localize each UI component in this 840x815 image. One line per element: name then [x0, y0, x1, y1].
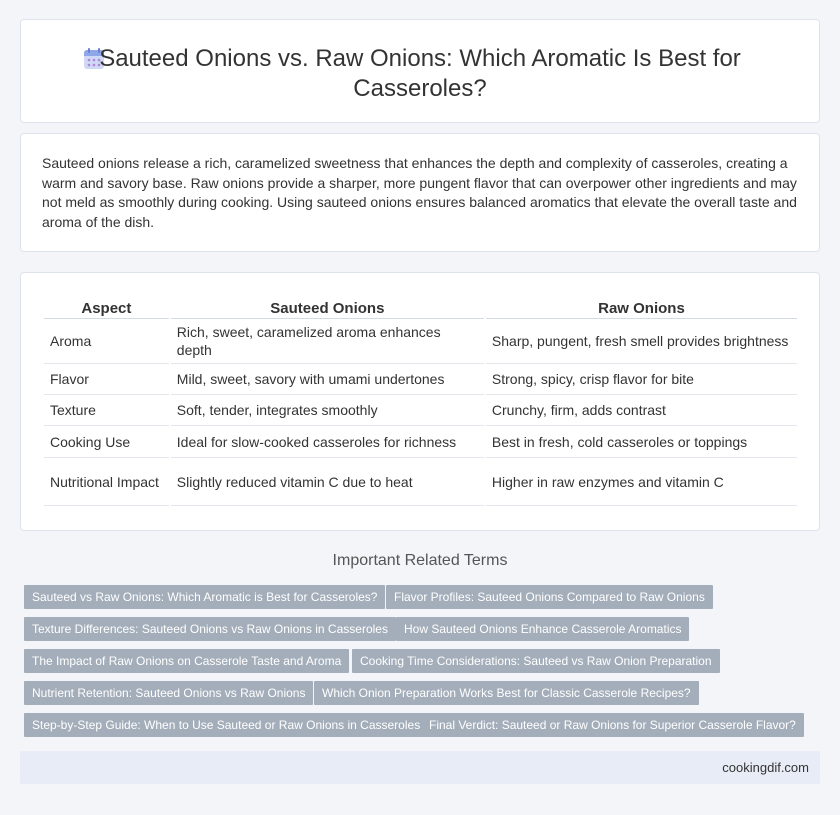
cell-raw: Strong, spicy, crisp flavor for bite [486, 364, 797, 395]
cell-sauteed: Rich, sweet, caramelized aroma enhances depth [171, 319, 484, 364]
header-sauteed: Sauteed Onions [171, 294, 484, 319]
related-tag[interactable]: Sauteed vs Raw Onions: Which Aromatic is Best for Casseroles? [24, 585, 385, 609]
related-tag[interactable]: Which Onion Preparation Works Best for Classic Casserole Recipes? [314, 681, 699, 705]
cell-aspect: Aroma [44, 319, 169, 364]
comparison-table [42, 294, 799, 506]
footer-site-link[interactable]: cookingdif.com [722, 760, 809, 775]
table-row [44, 319, 797, 364]
cell-aspect: Nutritional Impact [44, 458, 169, 506]
header-raw: Raw Onions [486, 294, 797, 319]
cell-aspect: Texture [44, 395, 169, 426]
table-row [44, 458, 797, 506]
table-row [44, 364, 797, 395]
related-tag[interactable]: Texture Differences: Sauteed Onions vs Raw Onions in Casseroles [24, 617, 396, 641]
related-terms-title: Important Related Terms [332, 552, 508, 569]
cell-sauteed: Slightly reduced vitamin C due to heat [171, 458, 484, 506]
cell-sauteed: Mild, sweet, savory with umami undertones [171, 364, 484, 395]
related-tag[interactable]: Nutrient Retention: Sauteed Onions vs Raw Onions [24, 681, 313, 705]
cell-sauteed: Soft, tender, integrates smoothly [171, 395, 484, 426]
cell-raw: Sharp, pungent, fresh smell provides brightness [486, 319, 797, 364]
intro-paragraph: Sauteed onions release a rich, caramelized sweetness that enhances the depth and complexity of casseroles, creating a warm and savory base. Raw onions provide a sharper, more pungent flavor that can overpower other ingredients and may not meld as smoothly during cooking. Using sauteed onions ensures balanced aromatics that elevate the overall taste and aroma of the dish. [42, 155, 797, 230]
related-tag[interactable]: Flavor Profiles: Sauteed Onions Compared to Raw Onions [386, 585, 713, 609]
table-row [44, 426, 797, 458]
related-tag[interactable]: Step-by-Step Guide: When to Use Sauteed or Raw Onions in Casseroles [24, 713, 428, 737]
header-card [20, 19, 820, 123]
cell-aspect: Flavor [44, 364, 169, 395]
related-tag[interactable]: The Impact of Raw Onions on Casserole Taste and Aroma [24, 649, 349, 673]
related-tag[interactable]: Cooking Time Considerations: Sauteed vs Raw Onion Preparation [352, 649, 720, 673]
cell-raw: Higher in raw enzymes and vitamin C [486, 458, 797, 506]
cell-aspect: Cooking Use [44, 426, 169, 458]
related-tag[interactable]: How Sauteed Onions Enhance Casserole Aromatics [396, 617, 689, 641]
table-header-row [44, 294, 797, 319]
page-title: Sauteed Onions vs. Raw Onions: Which Aromatic Is Best for Casseroles? [99, 45, 741, 102]
cell-raw: Best in fresh, cold casseroles or toppings [486, 426, 797, 458]
table-row [44, 395, 797, 426]
cell-sauteed: Ideal for slow-cooked casseroles for richness [171, 426, 484, 458]
header-aspect: Aspect [44, 294, 169, 319]
comparison-card [20, 272, 820, 531]
related-tag[interactable]: Final Verdict: Sauteed or Raw Onions for Superior Casserole Flavor? [421, 713, 804, 737]
cell-raw: Crunchy, firm, adds contrast [486, 395, 797, 426]
footer [20, 751, 820, 784]
intro-card [20, 133, 820, 252]
